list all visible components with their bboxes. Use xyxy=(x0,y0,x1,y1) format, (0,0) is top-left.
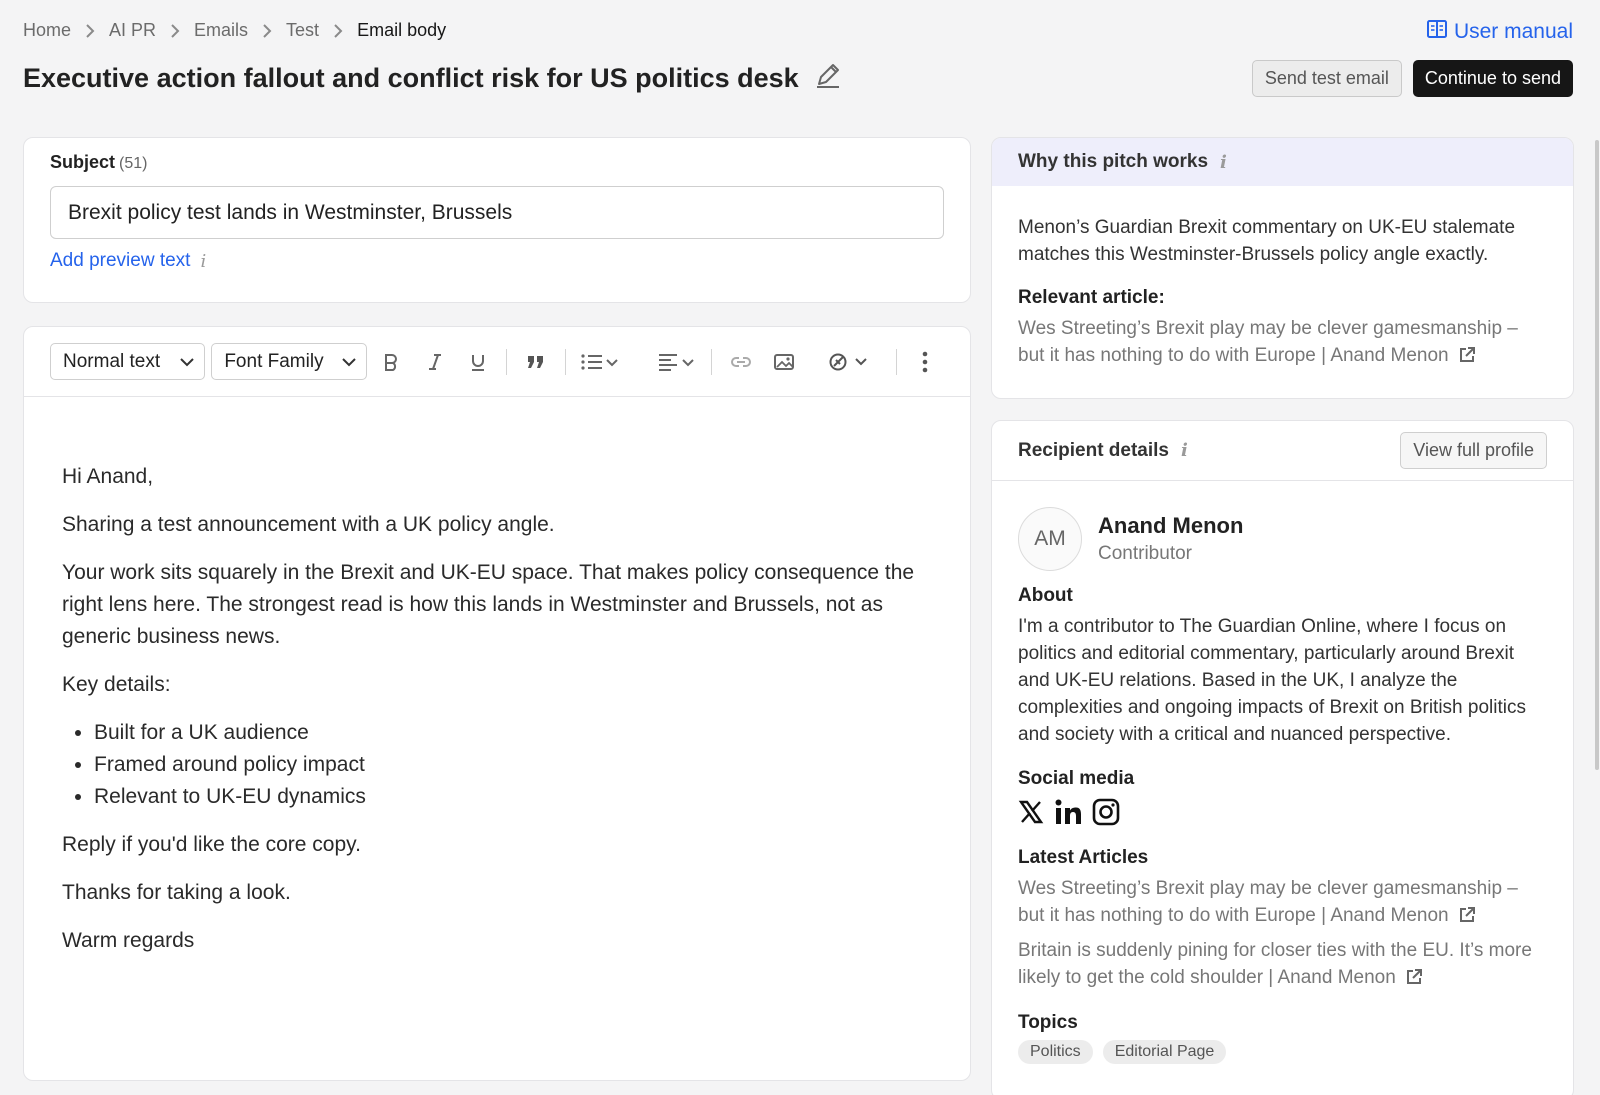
latest-article-link[interactable] xyxy=(1018,875,1547,932)
page-title xyxy=(23,60,843,97)
text-style-select[interactable] xyxy=(50,343,205,380)
more-options-icon[interactable] xyxy=(907,343,944,380)
pencil-icon[interactable] xyxy=(813,60,843,97)
editor-toolbar xyxy=(24,327,970,397)
image-icon[interactable] xyxy=(766,343,803,380)
toolbar-divider xyxy=(565,349,566,375)
chevron-right-icon xyxy=(170,24,180,38)
user-manual-label: User manual xyxy=(1453,20,1573,43)
avatar: AM xyxy=(1018,507,1082,571)
send-test-email-button[interactable]: Send test email xyxy=(1252,60,1402,97)
add-preview-text-link[interactable]: Add preview text xyxy=(50,250,191,271)
link-icon[interactable] xyxy=(722,343,759,380)
why-pitch-body xyxy=(992,186,1573,372)
font-family-value: Font Family xyxy=(224,350,324,372)
topics-label: Topics xyxy=(1018,1012,1078,1033)
list-item: • Built for a UK audience xyxy=(94,717,932,749)
key-details-list xyxy=(94,717,932,813)
font-family-select[interactable] xyxy=(211,343,366,380)
chevron-down-icon xyxy=(180,351,194,373)
chevron-right-icon xyxy=(333,24,343,38)
why-pitch-header xyxy=(992,138,1573,186)
email-signoff: Warm regards xyxy=(62,929,195,952)
list-item: • Relevant to UK-EU dynamics xyxy=(94,781,932,813)
recipient-person xyxy=(1018,507,1547,571)
x-icon[interactable] xyxy=(1018,799,1044,830)
email-body[interactable] xyxy=(24,397,970,957)
add-preview-text-row xyxy=(50,250,944,272)
latest-article-link[interactable] xyxy=(1018,937,1547,994)
recipient-body xyxy=(992,481,1573,1064)
latest-article-title: Britain is suddenly pining for closer ties with the EU. It’s more likely to get the cold shoulder | Anand Menon xyxy=(1018,940,1532,988)
about-text: I'm a contributor to The Guardian Online, where I focus on politics and editorial commentary, particularly around Brexit and UK-EU relations. Based in the UK, I analyze the complexities and ongoing impacts of Brexit on British politics and society with a critical and nuanced perspective. xyxy=(1018,616,1526,745)
email-paragraph: Key details: xyxy=(62,673,171,696)
external-link-icon xyxy=(1458,905,1476,932)
list-item: • Framed around policy impact xyxy=(94,749,932,781)
blockquote-icon[interactable] xyxy=(517,343,554,380)
email-paragraph: Sharing a test announcement with a UK policy angle. xyxy=(62,513,555,536)
user-manual-link[interactable] xyxy=(1426,18,1573,46)
toolbar-divider xyxy=(896,349,897,375)
recipient-name: Anand Menon xyxy=(1098,513,1244,538)
personalize-icon[interactable] xyxy=(825,343,874,380)
social-media-icons xyxy=(1018,798,1547,831)
topics-list xyxy=(1018,1040,1547,1064)
social-media-label: Social media xyxy=(1018,768,1135,789)
continue-to-send-button[interactable]: Continue to send xyxy=(1413,60,1573,97)
breadcrumb-ai-pr[interactable]: AI PR xyxy=(109,20,157,40)
subject-input[interactable] xyxy=(50,186,944,239)
instagram-icon[interactable] xyxy=(1092,798,1120,831)
why-pitch-card xyxy=(991,137,1574,399)
subject-char-count: (51) xyxy=(119,155,148,172)
breadcrumb-emails[interactable]: Emails xyxy=(194,20,249,40)
breadcrumb-home[interactable]: Home xyxy=(23,20,72,40)
toolbar-divider xyxy=(711,349,712,375)
list-icon[interactable] xyxy=(576,343,625,380)
linkedin-icon[interactable] xyxy=(1054,798,1082,831)
why-pitch-text: Menon’s Guardian Brexit commentary on UK-EU stalemate matches this Westminster-Brussels policy angle exactly. xyxy=(1018,217,1516,265)
latest-articles-label: Latest Articles xyxy=(1018,847,1149,868)
book-icon xyxy=(1426,18,1448,46)
info-icon[interactable]: i xyxy=(200,250,207,272)
recipient-title: Recipient details xyxy=(1018,439,1169,461)
about-label: About xyxy=(1018,585,1073,606)
info-icon[interactable]: i xyxy=(1181,440,1188,461)
email-paragraph: Your work sits squarely in the Brexit and UK-EU space. That makes policy consequence the right lens here. The strongest read is how this lands in Westminster and Brussels, not as generic business news. xyxy=(62,561,915,648)
info-icon[interactable]: i xyxy=(1220,151,1227,173)
italic-icon[interactable] xyxy=(416,343,453,380)
underline-icon[interactable] xyxy=(459,343,496,380)
recipient-title-row xyxy=(1018,440,1188,462)
recipient-identity xyxy=(1098,513,1243,565)
page-scrollbar[interactable] xyxy=(1595,140,1599,770)
header-actions xyxy=(1252,60,1573,97)
external-link-icon xyxy=(1405,967,1423,994)
subject-label: Subject (51) xyxy=(50,152,148,172)
relevant-article-link[interactable] xyxy=(1018,315,1547,372)
chevron-right-icon xyxy=(262,24,272,38)
page-title-text: Executive action fallout and conflict risk for US politics desk xyxy=(23,63,799,93)
topic-chip[interactable]: Editorial Page xyxy=(1103,1040,1227,1064)
relevant-article-label: Relevant article: xyxy=(1018,287,1165,308)
breadcrumb-test[interactable]: Test xyxy=(286,20,320,40)
email-paragraph: Thanks for taking a look. xyxy=(62,881,291,904)
text-style-value: Normal text xyxy=(63,350,161,372)
subject-card xyxy=(23,137,971,303)
latest-article-title: Wes Streeting’s Brexit play may be clever gamesmanship – but it has nothing to do with Europe | Anand Menon xyxy=(1018,878,1518,926)
recipient-header xyxy=(992,421,1573,481)
view-full-profile-button[interactable]: View full profile xyxy=(1400,432,1547,469)
chevron-right-icon xyxy=(85,24,95,38)
align-icon[interactable] xyxy=(652,343,701,380)
why-pitch-title: Why this pitch works xyxy=(1018,151,1209,172)
external-link-icon xyxy=(1458,345,1476,372)
recipient-role: Contributor xyxy=(1098,543,1192,564)
relevant-article-title: Wes Streeting’s Brexit play may be clever gamesmanship – but it has nothing to do with Europe | Anand Menon xyxy=(1018,318,1518,366)
chevron-down-icon xyxy=(342,351,356,373)
breadcrumb xyxy=(23,20,446,41)
recipient-details-card xyxy=(991,420,1574,1095)
email-paragraph: Reply if you'd like the core copy. xyxy=(62,833,361,856)
email-greeting: Hi Anand, xyxy=(62,465,154,488)
topic-chip[interactable]: Politics xyxy=(1018,1040,1093,1064)
email-editor xyxy=(23,326,971,1081)
breadcrumb-current: Email body xyxy=(357,20,447,40)
toolbar-divider xyxy=(506,349,507,375)
bold-icon[interactable] xyxy=(373,343,410,380)
